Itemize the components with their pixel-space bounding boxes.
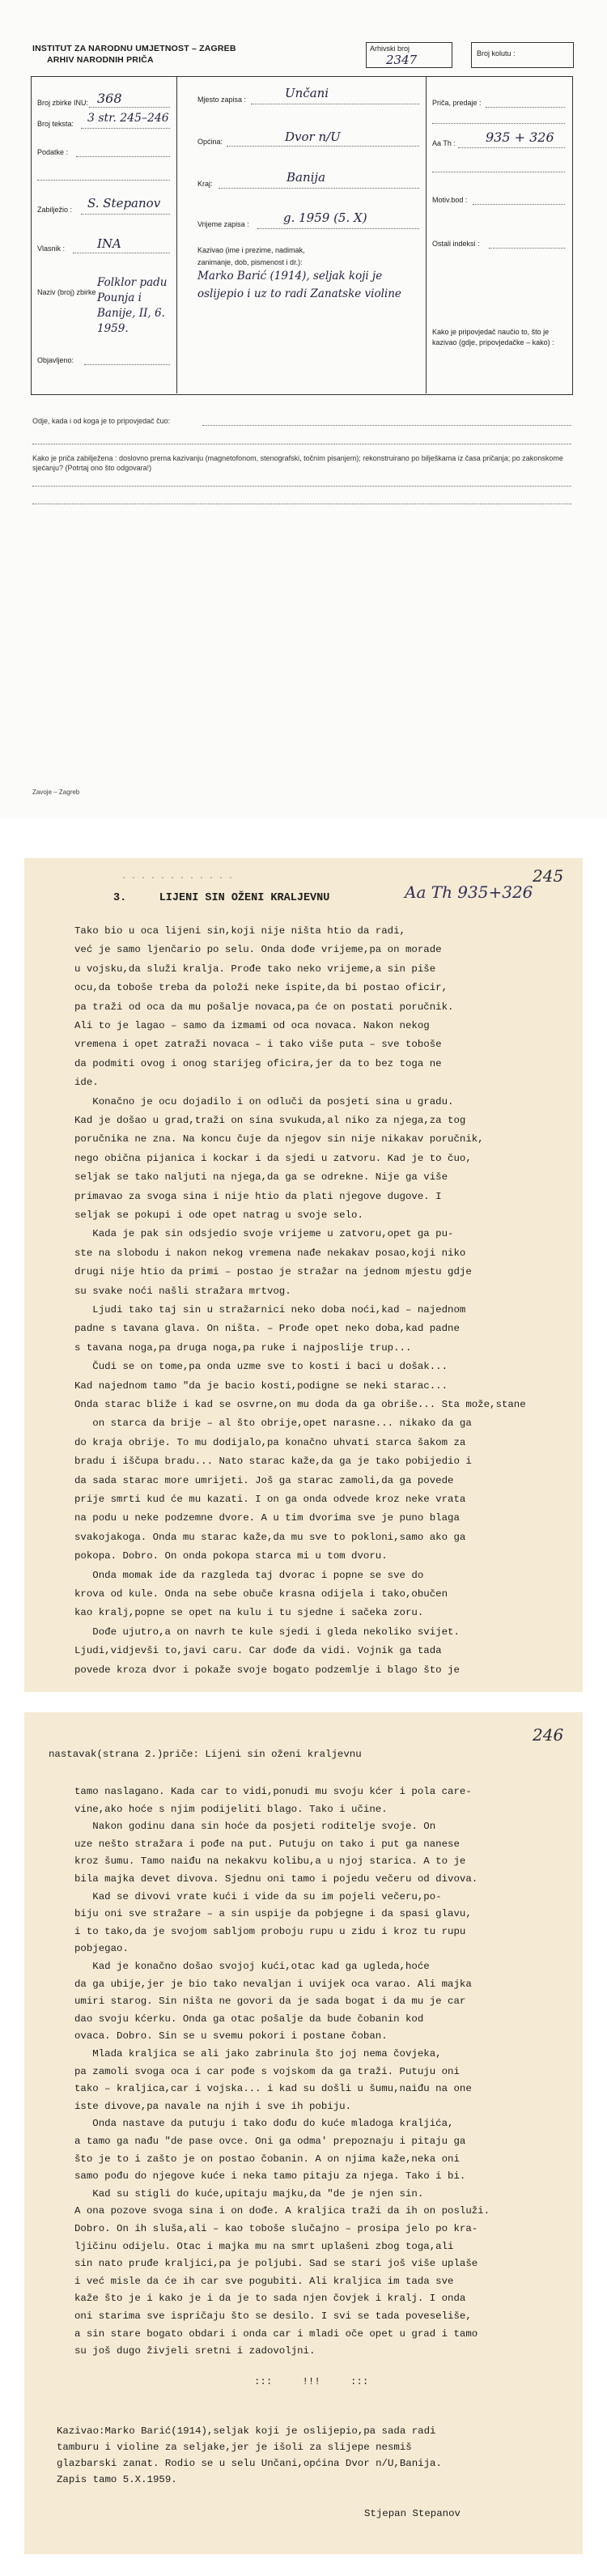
text-line: poručnika ne zna. Na koncu čuje da njegov sin nije nikakav poručnik,: [74, 1133, 484, 1146]
text-line: primavao za svoga sina i nije htio da plati njegove dugove. I: [74, 1190, 442, 1202]
text-line: Dobro. On ih sluša,ali – kao toboše slučajno – prosipa jelo po kra-: [74, 2223, 478, 2234]
record-time-label: Vrijeme zapisa :: [197, 220, 249, 228]
narrator-value: Marko Barić (1914), seljak koji je oslijepio i uz to radi Zanatske violine: [197, 270, 401, 300]
typed-page-1: 245 3. LIJENI SIN OŽENI KRALJEVNU Aa Th 935+326 . . . . . . . . . . . . Tako bio u oca lijeni sin,koji nije ništa htio da radi, već je samo ljenčario po selu. Onda dođe vrijeme,pa on morade u vojsku,da služi kralja. Prođe tako neko vrijeme,a sin piše ocu,da toboše treba da položi neke ispite,da bi postao oficir, pa traži od oca da mu pošalje novaca,pa će on postati poručnik. Ali to je lagao – samo da izmami od oca novaca. Nakon nekog vremena i opet zatraži novaca – i tako više puta – sve toboše da podmiti ovog i onog starijeg oficira,jer da to bez toga ne ide. Konačno je ocu dojadilo i on odluči da posjeti sina u gradu. Kad je došao u grad,traži on sina svukuda,al niko za njega,za tog poručnika ne zna. Na koncu čuje da njegov sin nije nikakav poručnik, nego obična pijanica i kockar i da sjedi u zatvoru. Kad je to čuo, seljak se tako naljuti na njega,da ga se odrekne. Nije ga više primavao za svoga sina i nije htio da plati njegove dugove. I seljak se pokupi i ode opet natrag u svoje selo. Kada je pak sin odsjedio svoje vrijeme u zatvoru,opet ga pu- ste na slobodu i nakon nekog vremena nađe nekakav posao,koji niko drugi nije htio da primi – postao je stražar na jednom mjestu gdje su svake noći našli stražara mrtvog. Ljudi tako taj sin u stražarnici neko doba noći,kad – najednom padne s tavana glava. On ništa. – Prođe opet neko doba,kad padne s tavana noga,pa druga noga,pa ruke i najposlije trup... Čudi se on tome,pa onda uzme sve to kosti i baci u došak... Kad najednom tamo "da je bacio kosti,podigne se neki starac... Onda starac bliže i kad se osvrne,on mu doda da ga obriše... Sta može,stane on starca da brije – al što obrije,opet narasne... nikako da ga do kraja obrije. To mu dodijalo,pa konačno uhvati starca šakom za bradu i iščupa bradu... Nato starac kaže,da ga je tako pobijedio i da sada starac more umrijeti. Još ga starac zamoli,da ga povede prije smrti kud će mu kazati. I on ga onda odvede kroz neke vrata na podu u neke podzemne dvore. A u tim dvorima sve je puno blaga svakojakoga. Onda mu starac kaže,da mu sve to pokloni,samo ako ga pokopa. Dobro. On onda pokopa starca mi u tom dvoru. Onda momak ide da razgleda taj dvorac i popne se sve do krova od kule. Onda na sebe obuče krasna odijela i tako,obučen kao kralj,popne se opet na kulu i tu sjedne i sačeka zoru. Dođe ujutro,a on navrh te kule sjedi i gleda nekoliko svijet. Ljudi,vidjevši to,javi caru. Car dođe da vidi. Vojnik ga tada povede kroza dvor i pokaže svoje bogato podzemlje i blago što je: [24, 858, 583, 1692]
text-line: Kad se divovi vrate kući i vide da su im pojeli večeru,po-: [74, 1890, 442, 1902]
text-line: drugi nije htio da primi – postao je stražar na jednom mjestu gdje: [74, 1266, 472, 1278]
text-line: Kad je konačno došao svojoj kući,otac kad ga ugleda,hoće: [74, 1961, 430, 1972]
text-line: povede kroza dvor i pokaže svoje bogato podzemlje i blago što je: [74, 1664, 460, 1676]
text-line: glazbarski zanat. Rodio se u selu Unčani,općina Dvor n/U,Banija.: [57, 2458, 442, 2469]
text-line: s tavana noga,pa druga noga,pa ruke i najposlije trup...: [74, 1341, 412, 1354]
owner-label: Vlasnik :: [37, 244, 66, 253]
narrator-label: Kazivao (ime i prezime, nadimak, zanimanje, dob, pismenost i dr.):: [197, 246, 305, 266]
text-line: Onda momak ide da razgleda taj dvorac i popne se sve do: [74, 1569, 424, 1581]
continuation-header: nastavak(strana 2.)priče: Lijeni sin oženi kraljevnu: [49, 1749, 362, 1760]
aa-th-reference: Aa Th 935+326: [405, 882, 533, 902]
text-line: Ali to je lagao – samo da izmami od oca novaca. Nakon nekog: [74, 1020, 430, 1031]
text-line: Dođe ujutro,a on navrh te kule sjedi i gleda nekoliko svijet.: [74, 1626, 460, 1638]
text-line: pobjegao.: [74, 1943, 129, 1955]
text-line: dao svoju kćerku. Onda ga otac pošalje da bude čobanin kod: [74, 2013, 424, 2025]
text-no-value: 3 str. 245–246: [87, 112, 169, 125]
signature: Stjepan Stepanov: [364, 2508, 461, 2519]
text-line: već je samo ljenčario po selu. Onda dođe vrijeme,pa on morade: [74, 944, 442, 956]
text-line: kao kralj,popne se opet na kulu i tu sjedne i sačeka zoru.: [74, 1607, 424, 1619]
text-line: Kad je došao u grad,traži on sina svukuda,al niko za njega,za tog: [74, 1115, 466, 1126]
text-line: biju oni sve stražare – a sin uspije da pobjegne i da spasi glavu,: [74, 1908, 472, 1920]
text-line: ste na slobodu i nakon nekog vremena nađe nekakav posao,koji niko: [74, 1247, 466, 1259]
text-line: bradu i iščupa bradu... Nato starac kaže,da ga je tako pobijedio i: [74, 1456, 472, 1468]
municipality-label: Općina:: [197, 138, 223, 146]
motif-label: Motiv.bod :: [432, 196, 468, 204]
municipality-value: Dvor n/U: [285, 130, 341, 144]
at-index-value: 935 + 326: [486, 130, 554, 145]
text-line: Kada je pak sin odsjedio svoje vrijeme u zatvoru,opet ga pu-: [74, 1228, 454, 1240]
text-line: u vojsku,da služi kralja. Prođe tako neko vrijeme,a sin piše: [74, 963, 436, 975]
record-time-value: g. 1959 (5. X): [283, 210, 367, 225]
text-line: ovaca. Dobro. Sin se u svemu pokori i postane čoban.: [74, 2030, 388, 2043]
text-line: su još dugo živjeli sretni i zadovoljni.: [74, 2345, 316, 2357]
place-label: Mjesto zapisa :: [197, 96, 247, 104]
text-line: da sada starac more umrijeti. Još ga starac zamoli,da ga povede: [74, 1474, 454, 1486]
copies-box: [471, 42, 574, 68]
text-line: Kad najednom tamo "da je bacio kosti,podigne se neki starac...: [74, 1379, 448, 1392]
text-line: Nakon godinu dana sin hoće da posjeti roditelje svoje. On: [74, 1821, 436, 1833]
owner-value: INA: [97, 236, 121, 251]
published-label: Objavljeno:: [37, 356, 74, 364]
other-indices-label: Ostali indeksi :: [432, 240, 480, 248]
copies-label: Broj kolutu :: [477, 49, 516, 57]
text-line: nego obična pijanica i kockar i da sjedi u zatvoru. Kad je to čuo,: [74, 1152, 472, 1164]
text-line: on starca da brije – al što obrije,opet narasne... nikako da ga: [74, 1418, 472, 1430]
text-line: ide.: [74, 1077, 99, 1089]
page-number-246: 246: [533, 1725, 564, 1745]
text-line: padne s tavana glava. On ništa. – Prođe opet neko doba,kad padne: [74, 1323, 460, 1335]
institute-name: INSTITUT ZA NARODNU UMJETNOST – ZAGREB: [32, 44, 236, 53]
region-value: Banija: [287, 170, 326, 185]
recording-method-note: Kako je priča zabilježena : doslovno prema kazivanju (magnetofonom, stenografski, točnim pisanjem); rekonstruirano po bilješkama iz časa pričanja; po zakonskome sjećanju? (Potrtaj ono što odgovara!): [32, 454, 563, 472]
recorder-label: Zabilježio :: [37, 206, 73, 214]
typed-page-2: [24, 1712, 583, 2554]
archive-number-value: 2347: [386, 53, 418, 67]
text-line: do kraja obrije. To mu dodijalo,pa konačno uhvati starca šakom za: [74, 1436, 466, 1448]
recorder-value: S. Stepanov: [87, 196, 161, 210]
text-line: ljičinu odijelu. Otac i majka mu na smrt uplašeni zbog toga,ali: [74, 2240, 454, 2252]
text-line: svakojakoga. Onda mu starac kaže,da mu sve to pokloni,samo ako ga: [74, 1531, 466, 1543]
text-line: oni starima sve ispričaju što se desilo. I svi se tada poveseliše,: [74, 2310, 472, 2322]
text-line: iste divove,pa navale na njih i sve ih pobiju.: [74, 2100, 352, 2112]
donor-label: Podatke :: [37, 148, 69, 156]
collection-title-label: Naziv (broj) zbirke: [37, 288, 96, 296]
text-line: bila majka devet divova. Sjednu oni tamo i pojedu večeru od divova.: [74, 1873, 478, 1885]
text-line: vine,ako hoće s njim podijeliti blago. Tako i učine.: [74, 1803, 388, 1815]
separator: ::: !!! :::: [254, 2376, 369, 2387]
text-line: seljak se tako naljuti na njega,da ga se odrekne. Nije ga više: [74, 1171, 448, 1184]
text-line: a tamo ga nađu "de pase ovce. Oni ga odma' prepoznaju i pitaju ga: [74, 2136, 466, 2147]
text-line: pa traži od oca da mu pošalje novaca,pa će on postati poručnik.: [74, 1001, 454, 1013]
text-line: Ljudi tako taj sin u stražarnici neko doba noći,kad – najednom: [74, 1304, 466, 1316]
place-value: Unčani: [285, 86, 329, 100]
text-line: i već misle da će ih car sve pogubiti. Ali kraljica im tada sve: [74, 2275, 454, 2287]
collection-no-value: 368: [97, 91, 122, 106]
text-line: krova od kule. Onda na sebe obuče krasna odijela i tako,obučen: [74, 1588, 448, 1600]
story-type-label: Priča, predaje :: [432, 99, 482, 107]
text-line: vremena i opet zatraži novaca – i tako više puta – sve toboše: [74, 1039, 442, 1051]
collection-title-value: Folklor padu Pounja i Banije, II, 6. 1959.: [97, 276, 168, 335]
text-line: ocu,da toboše treba da položi neke ispite,da bi postao oficir,: [74, 982, 448, 994]
text-line: i to tako,da je svojom sabljom proboju rupu u zidu i kroz tu rupu: [74, 1925, 466, 1937]
text-line: da podmiti ovog i onog starijeg oficira,jer da to bez toga ne: [74, 1057, 442, 1069]
text-line: Onda nastave da putuju i tako dođu do kuće mladoga kraljića,: [74, 2118, 454, 2130]
collection-no-label: Broj zbirke INU:: [37, 99, 89, 107]
text-line: Zapis tamo 5.X.1959.: [57, 2474, 177, 2485]
heard-from-question: Odje, kada i od koga je to pripovjedač čuo:: [32, 417, 171, 425]
text-line: umiri starog. Sin ništa ne govori da je sada bogat i da mu je car: [74, 1996, 466, 2008]
text-line: uze nešto stražara i pođe na put. Putuju on tako i put ga nanese: [74, 1838, 460, 1850]
at-index-label: Aa Th :: [432, 139, 456, 147]
text-line: Tako bio u oca lijeni sin,koji nije ništa htio da radi,: [74, 925, 405, 937]
story-title: 3. LIJENI SIN OŽENI KRALJEVNU: [113, 892, 330, 904]
archive-number-label: Arhivski broj: [370, 45, 410, 53]
text-line: prije smrti kud će mu kazati. I on ga onda odvede kroz neke vrata: [74, 1494, 466, 1505]
text-line: Konačno je ocu dojadilo i on odluči da posjeti sina u gradu.: [74, 1095, 454, 1107]
text-line: tamburu i violine za seljake,jer je išoli za slijepe nesmiš: [57, 2442, 412, 2453]
text-line: da ga ubije,jer je bio tako nevaljan i uvijek oca varao. Ali majka: [74, 1978, 472, 1990]
how-learned-label: Kako je pripovjedač naučio to, što je kazivao (gdje, pripovjedačke – kako) :: [432, 328, 554, 346]
page-number-245: 245: [533, 866, 564, 886]
text-line: Kazivao:Marko Barić(1914),seljak koji je oslijepio,pa sada radi: [57, 2425, 436, 2437]
text-line: Čudi se on tome,pa onda uzme sve to kosti i baci u došak...: [74, 1361, 448, 1373]
text-line: sin nato pruđe kraljici,pa je poljubi. Sad se stari još više uplaše: [74, 2258, 478, 2270]
text-line: Ljudi,vidjevši to,javi caru. Car dođe da vidi. Vojnik ga tada: [74, 1645, 442, 1657]
archive-card: [0, 0, 607, 818]
archive-number-box: [366, 42, 452, 68]
text-line: su svake noći našli stražara mrtvog.: [74, 1285, 291, 1297]
text-line: seljak se pokupi i ode opet natrag u svoje selo.: [74, 1209, 363, 1221]
text-no-label: Broj teksta:: [37, 120, 74, 128]
text-line: kroz šumu. Tamo naiđu na nekakvu kolibu,a u njoj starica. A to je: [74, 1855, 466, 1868]
text-line: Mlada kraljica se ali jako zabrinula što joj nema čovjeka,: [74, 2048, 442, 2060]
text-line: Onda starac bliže i kad se osvrne,on mu doda da ga obriše... Sta može,stane: [74, 1399, 526, 1410]
text-line: tamo naslagano. Kada car to vidi,ponudi mu svoju kćer i pola care-: [74, 1786, 472, 1797]
text-line: pa zamoli svoga oca i car pođe s vojskom da ga traži. Putuju oni: [74, 2065, 460, 2077]
text-line: na podu u neke podzemne dvore. A u tim dvorima sve je puno blaga: [74, 1512, 460, 1524]
printer-imprint: Zavoje – Zagreb: [32, 789, 80, 796]
text-line: što je to i zašto je on postao čobanin. A on njima kaže,neka oni: [74, 2153, 460, 2165]
archive-name: ARHIV NARODNIH PRIČA: [47, 55, 154, 65]
text-line: kaže što je i kako je i da je to sada njen čovjek i kralj. I onda: [74, 2293, 466, 2305]
text-line: a sin stare bogato obdari i onda car i mladi oče opet u grad i tamo: [74, 2327, 478, 2340]
region-label: Kraj:: [197, 180, 213, 188]
text-line: A ona pozove svoga sina i on dođe. A kraljica traži da ih on posluži.: [74, 2205, 490, 2217]
text-line: Kad su stigli do kuće,upitaju majku,da "de je njen sin.: [74, 2187, 424, 2200]
text-line: pokopa. Dobro. On onda pokopa starca mi u tom dvoru.: [74, 1550, 388, 1562]
text-line: tako – kraljica,car i vojska... i kad su došli u šumu,naiđu na one: [74, 2083, 472, 2095]
text-line: samo pođu do njegove kuće i neka tamo pitaju za njega. Tako i bi.: [74, 2170, 466, 2183]
